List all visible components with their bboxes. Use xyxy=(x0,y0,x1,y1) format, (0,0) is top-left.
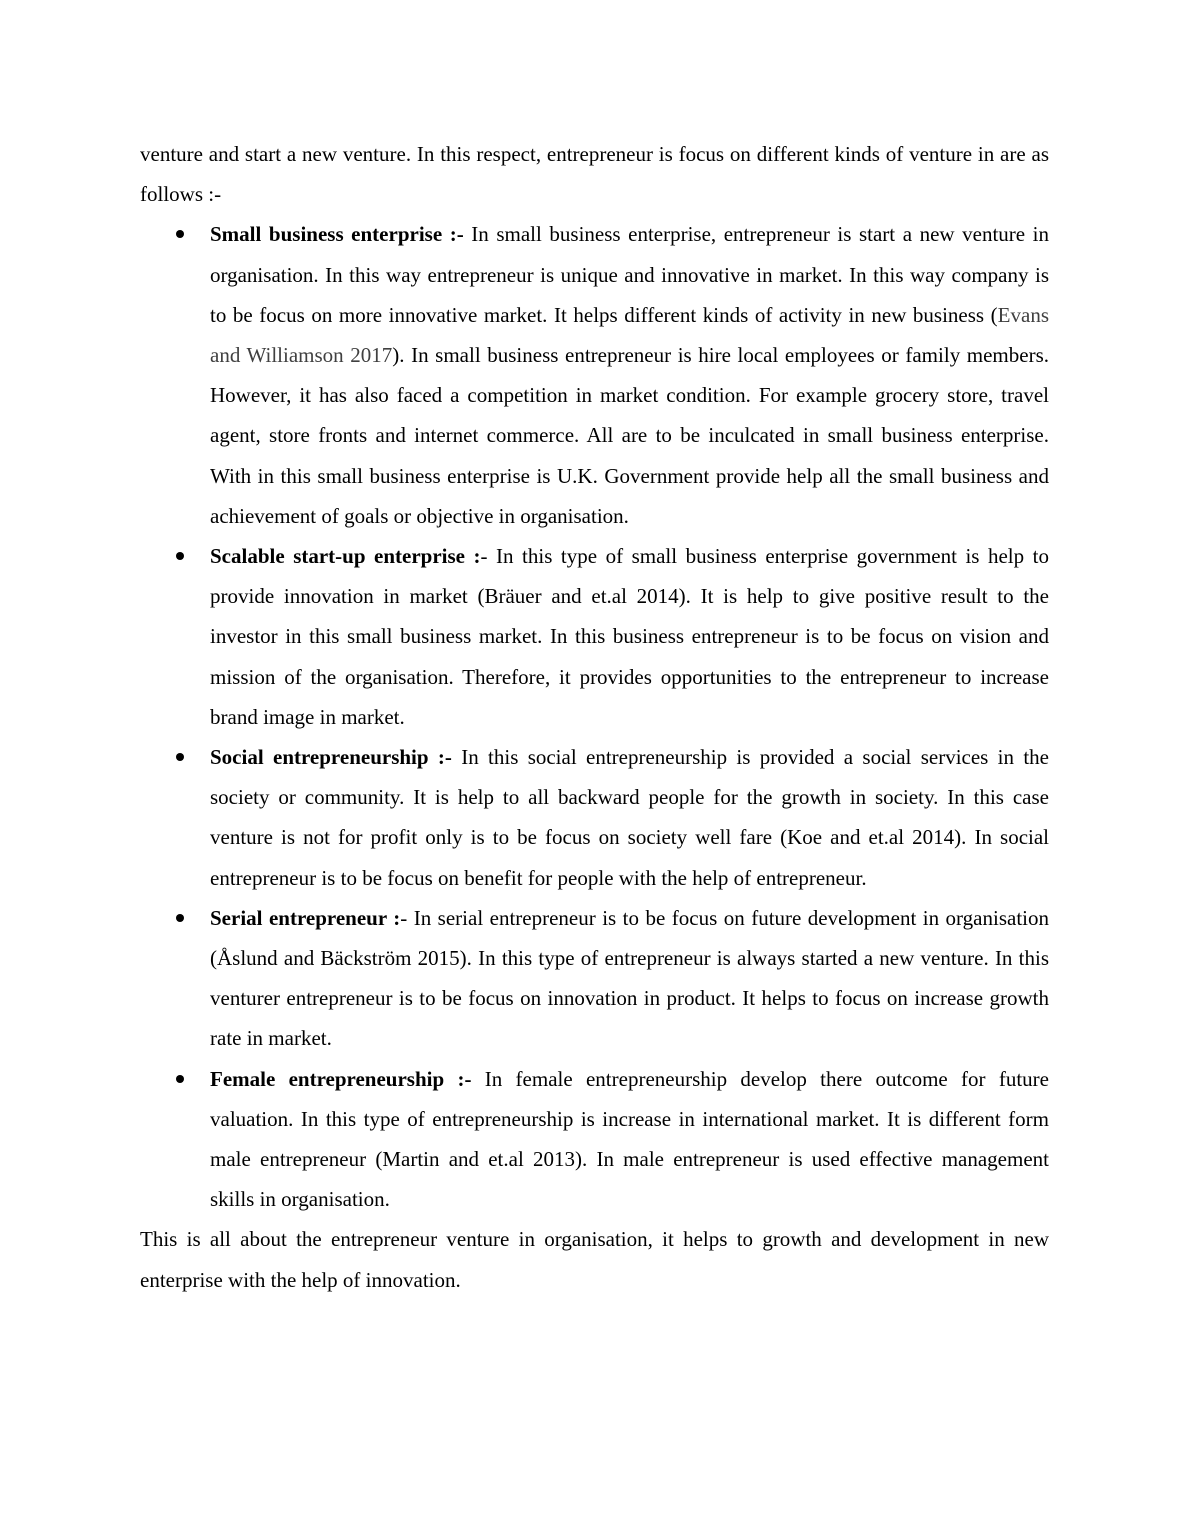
list-item-social-entrepreneurship xyxy=(140,737,1049,898)
item-text: In this social entrepreneurship is provided a social services in the society or community. It is help to all backward people for the growth in society. In this case venture is not for profit only is to be focus on society well fare (Koe and et.al 2014). In social entrepreneur is to be focus on benefit for people with the help of entrepreneur. xyxy=(210,745,1049,890)
list-item-small-business xyxy=(140,214,1049,536)
bullet-icon xyxy=(176,230,184,238)
term-small-business: Small business enterprise :- xyxy=(210,222,464,247)
list-item-serial-entrepreneur xyxy=(140,898,1049,1059)
term-female-entrepreneurship: Female entrepreneurship :- xyxy=(210,1066,472,1091)
term-serial-entrepreneur: Serial entrepreneur : xyxy=(210,905,401,930)
conclusion-paragraph: This is all about the entrepreneur venture in organisation, it helps to growth and development in new enterprise with the help of innovation. xyxy=(140,1227,1049,1292)
item-text-before-citation: In small business enterprise, entrepreneur is start a new venture in organisation. In this way entrepreneur is unique and innovative in market. In this way company is to be focus on more innovative market. It helps different kinds of activity in new business ( xyxy=(210,222,1049,327)
bullet-icon xyxy=(176,1075,184,1083)
item-text: - In serial entrepreneur is to be focus on future development in organisation (Åslund and Bäckström 2015). In this type of entrepreneur is always started a new venture. In this venturer entrepreneur is to be focus on innovation in product. It helps to focus on increase growth rate in market. xyxy=(210,905,1049,1051)
item-text-after-citation: ). In small business entrepreneur is hire local employees or family members. However, it has also faced a competition in market condition. For example grocery store, travel agent, store fronts and internet commerce. All are to be inculcated in small business enterprise. With in this small business enterprise is U.K. Government provide help all the small business and achievement of goals or objective in organisation. xyxy=(210,343,1049,528)
document-page xyxy=(140,134,1049,1300)
list-item-scalable-startup xyxy=(140,536,1049,737)
list-item-female-entrepreneurship xyxy=(140,1059,1049,1220)
citation-evans-williamson: Evans and Williamson 2017 xyxy=(210,302,1049,368)
bullet-icon xyxy=(176,914,184,922)
item-text: In female entrepreneurship develop there outcome for future valuation. In this type of entrepreneurship is increase in international market. It is different form male entrepreneur (Martin and et.al 2013). In male entrepreneur is used effective management skills in organisation. xyxy=(210,1066,1049,1212)
bullet-icon xyxy=(176,753,184,761)
intro-paragraph: venture and start a new venture. In this respect, entrepreneur is focus on different kinds of venture in are as follows :- xyxy=(140,142,1049,207)
term-social-entrepreneurship: Social entrepreneurship :- xyxy=(210,745,452,770)
term-scalable-startup: Scalable start-up enterprise : xyxy=(210,544,481,569)
item-text: - In this type of small business enterprise government is help to provide innovation in market (Bräuer and et.al 2014). It is help to give positive result to the investor in this small business market. In this business entrepreneur is to be focus on vision and mission of the organisation. Therefore, it provides opportunities to the entrepreneur to increase brand image in market. xyxy=(210,544,1049,729)
venture-types-list xyxy=(140,214,1049,1219)
bullet-icon xyxy=(176,552,184,560)
